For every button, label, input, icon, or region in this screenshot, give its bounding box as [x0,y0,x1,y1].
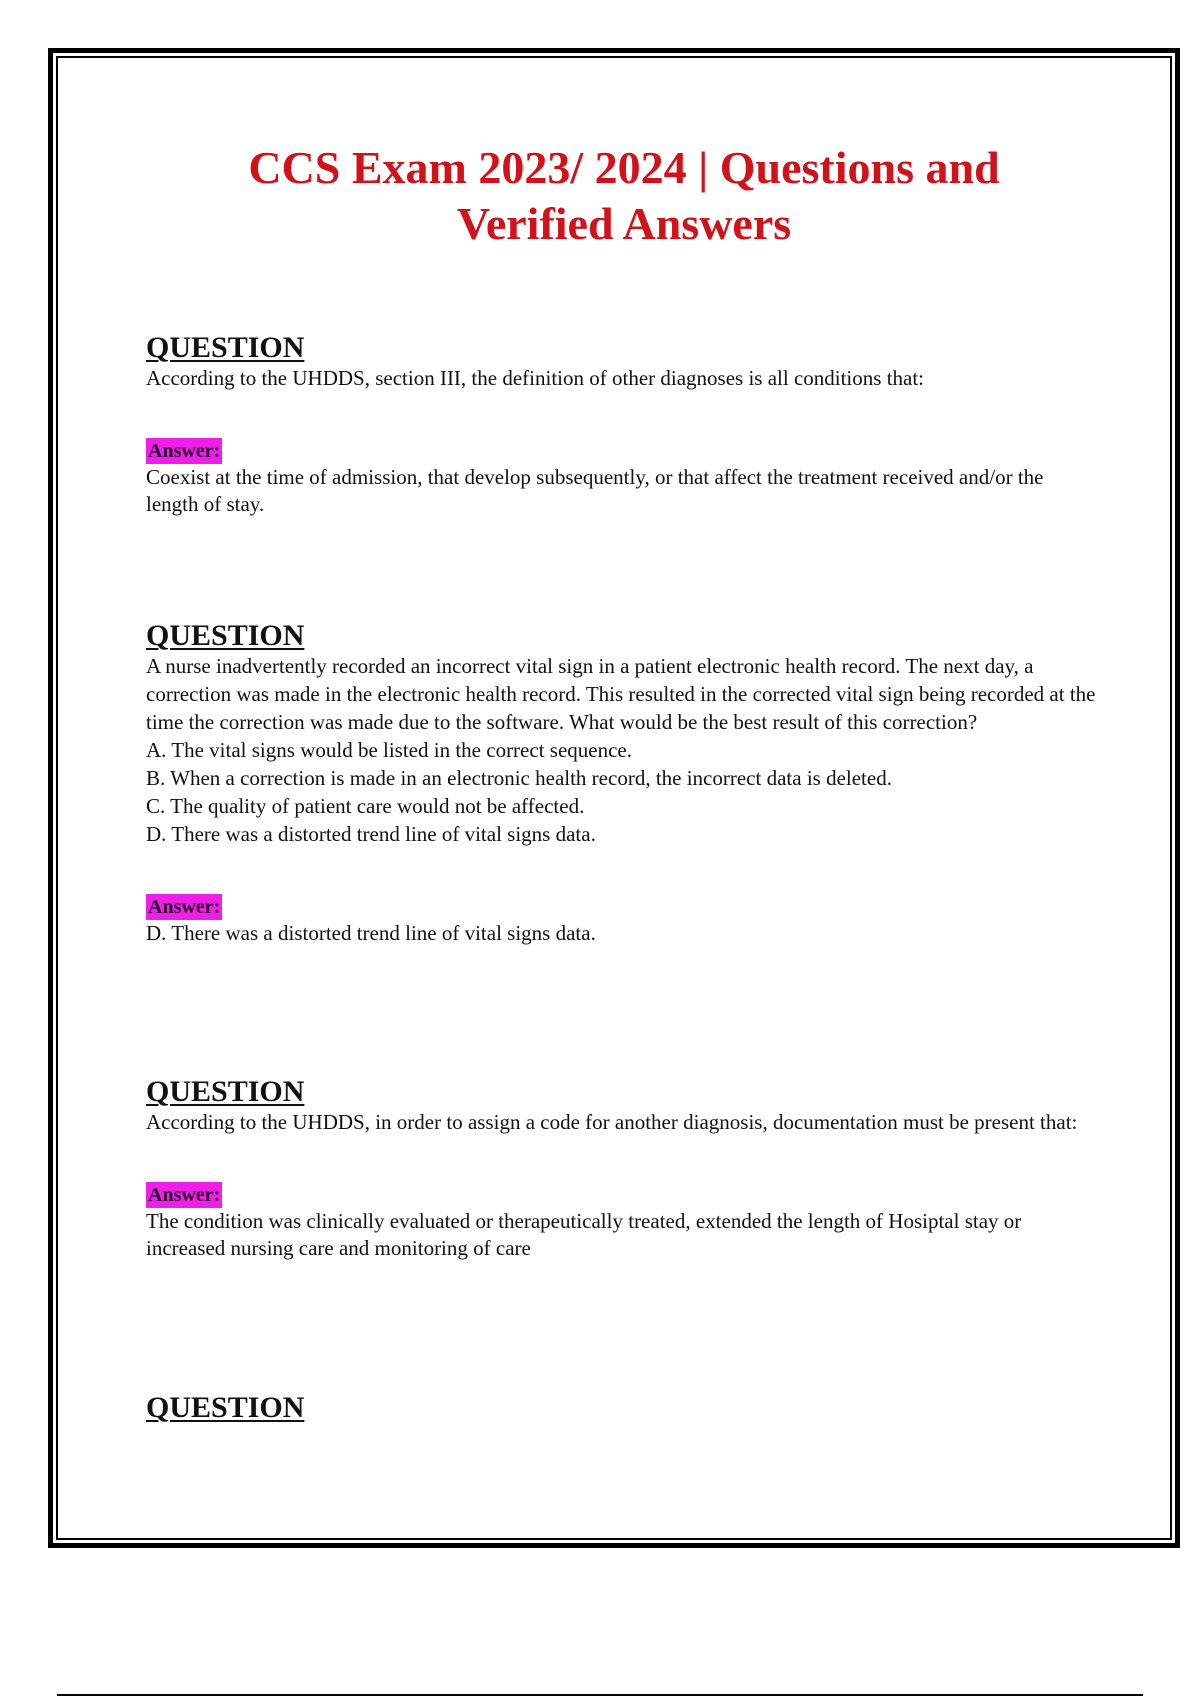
option-b: B. When a correction is made in an electronic health record, the incorrect data is deleted. [146,766,892,790]
question-heading: QUESTION [146,331,305,364]
answer-text: Coexist at the time of admission, that develop subsequently, or that affect the treatment received and/or the length of stay. [146,465,1044,516]
answer-text: D. There was a distorted trend line of vital signs data. [146,921,596,945]
qa-block-2 [146,620,1096,947]
option-a: A. The vital signs would be listed in the correct sequence. [146,738,632,762]
question-text: A nurse inadvertently recorded an incorrect vital sign in a patient electronic health record. The next day, a correction was made in the electronic health record. This resulted in the corrected vital sign being recorded at the time the correction was made due to the software. What would be the best result of this correction? [146,654,1096,734]
answer-text: The condition was clinically evaluated or therapeutically treated, extended the length of Hosiptal stay or increased nursing care and monitoring of care [146,1209,1022,1260]
document-title [124,140,1124,252]
document-title-line2: Verified Answers [456,198,792,249]
qa-block-1 [146,332,1096,518]
answer-label: Answer: [148,440,221,462]
qa-block-3 [146,1076,1096,1262]
question-text: According to the UHDDS, section III, the definition of other diagnoses is all conditions that: [146,366,925,390]
document-title-line1: CCS Exam 2023/ 2024 | Questions and [248,142,1000,193]
qa-block-4 [146,1392,1096,1424]
answer-label: Answer: [148,1184,221,1206]
question-heading: QUESTION [146,1391,305,1424]
question-text: According to the UHDDS, in order to assign a code for another diagnosis, documentation must be present that: [146,1110,1078,1134]
document-content [146,140,1096,1424]
question-heading: QUESTION [146,1075,305,1108]
question-heading: QUESTION [146,619,305,652]
answer-label: Answer: [148,896,221,918]
option-c: C. The quality of patient care would not be affected. [146,794,585,818]
footer-divider [57,1694,1143,1696]
option-list [146,736,1096,848]
option-d: D. There was a distorted trend line of vital signs data. [146,822,596,846]
